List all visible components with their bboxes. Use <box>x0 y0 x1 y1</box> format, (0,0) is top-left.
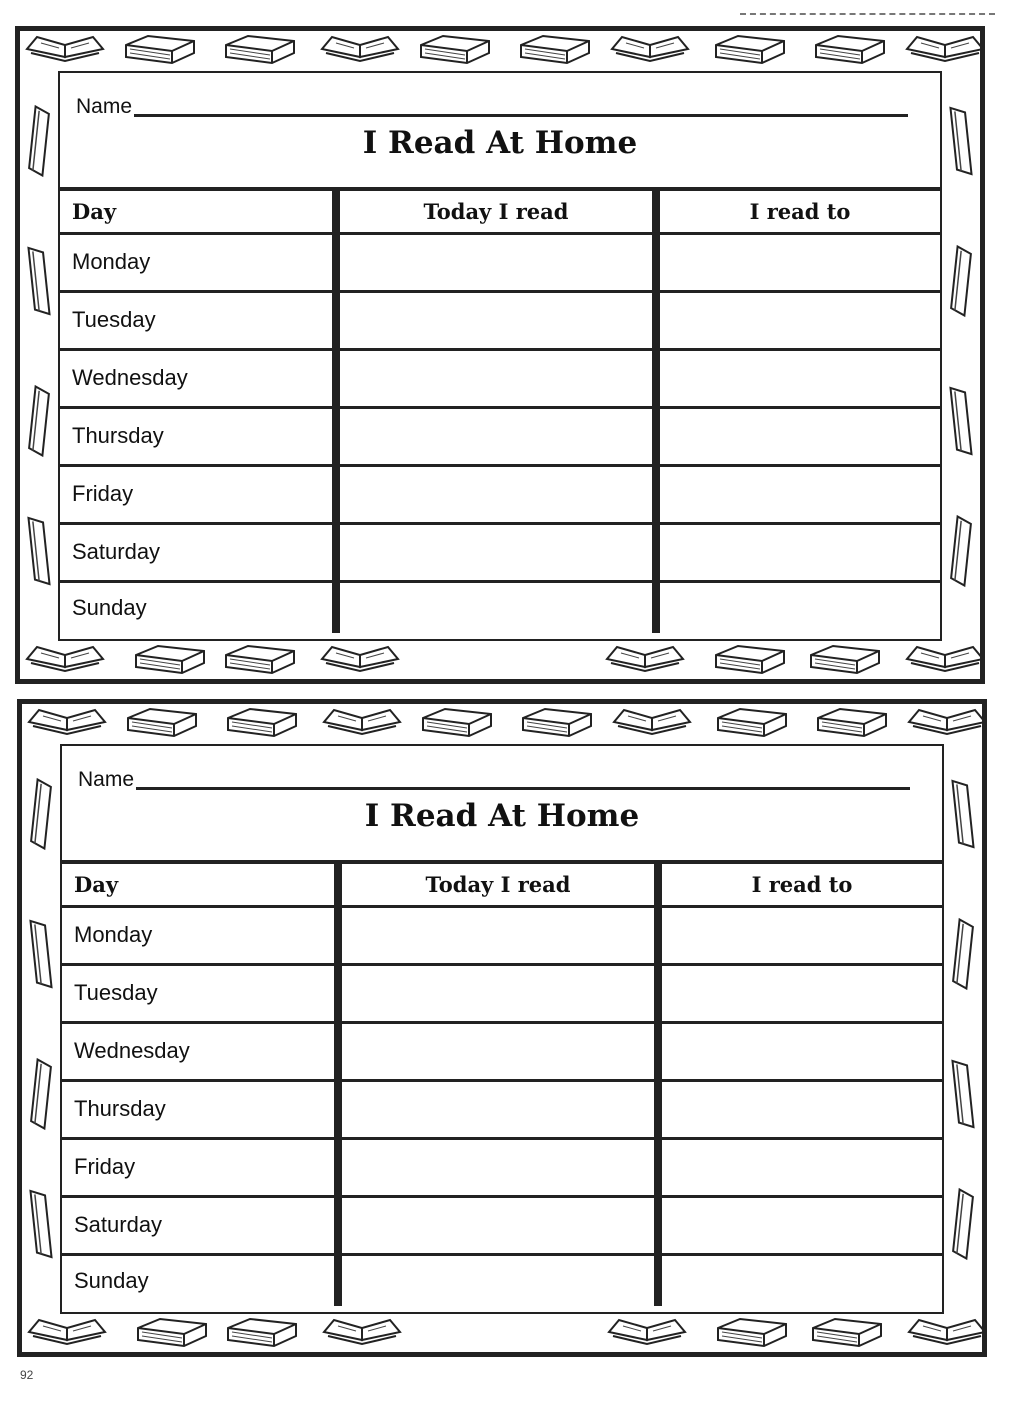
side-book-icon <box>28 516 49 585</box>
today-i-read-cell[interactable] <box>338 1196 658 1254</box>
closed-book-icon <box>126 36 194 63</box>
log-title: I Read At Home <box>362 125 638 161</box>
day-label: Thursday <box>60 407 336 465</box>
today-i-read-cell[interactable] <box>338 1080 658 1138</box>
closed-book-icon <box>523 709 591 736</box>
side-book-icon <box>950 246 971 315</box>
closed-book-icon <box>813 1319 881 1346</box>
today-i-read-cell[interactable] <box>338 1254 658 1306</box>
closed-book-icon <box>226 36 294 63</box>
side-book-icon <box>952 1189 973 1258</box>
log-panel <box>58 71 942 641</box>
header-row <box>60 189 940 233</box>
day-label: Monday <box>60 233 336 291</box>
name-field[interactable] <box>134 113 908 117</box>
open-book-icon <box>612 37 688 61</box>
reading-log-table <box>60 187 940 633</box>
side-book-icon <box>30 1189 51 1258</box>
today-i-read-cell[interactable] <box>336 407 656 465</box>
side-book-icon <box>30 779 51 848</box>
name-row <box>78 766 910 792</box>
side-book-icon <box>950 106 971 175</box>
closed-book-icon <box>716 646 784 673</box>
log-panel <box>60 744 944 1314</box>
today-i-read-cell[interactable] <box>336 233 656 291</box>
today-i-read-cell[interactable] <box>338 906 658 964</box>
i-read-to-cell[interactable] <box>656 523 940 581</box>
closed-book-icon <box>818 709 886 736</box>
table-row <box>60 291 940 349</box>
column-header-today-i-read: Today I read <box>336 189 656 233</box>
i-read-to-cell[interactable] <box>656 407 940 465</box>
i-read-to-cell[interactable] <box>656 233 940 291</box>
i-read-to-cell[interactable] <box>658 1254 942 1306</box>
open-book-icon <box>322 647 398 671</box>
i-read-to-cell[interactable] <box>656 581 940 633</box>
today-i-read-cell[interactable] <box>338 964 658 1022</box>
open-book-icon <box>609 1320 685 1344</box>
closed-book-icon <box>226 646 294 673</box>
closed-book-icon <box>716 36 784 63</box>
open-book-icon <box>324 710 400 734</box>
i-read-to-cell[interactable] <box>658 964 942 1022</box>
day-label: Saturday <box>62 1196 338 1254</box>
today-i-read-cell[interactable] <box>336 523 656 581</box>
open-book-icon <box>29 710 105 734</box>
open-book-icon <box>614 710 690 734</box>
name-field[interactable] <box>136 786 910 790</box>
table-row <box>60 523 940 581</box>
reading-log-card <box>15 26 985 684</box>
name-row <box>76 93 908 119</box>
open-book-icon <box>27 37 103 61</box>
open-book-icon <box>29 1320 105 1344</box>
table-row <box>62 1022 942 1080</box>
column-header-day: Day <box>62 862 338 906</box>
side-book-icon <box>950 386 971 455</box>
closed-book-icon <box>228 1319 296 1346</box>
open-book-icon <box>607 647 683 671</box>
open-book-icon <box>907 647 980 671</box>
side-book-icon <box>28 106 49 175</box>
day-label: Monday <box>62 906 338 964</box>
log-title: I Read At Home <box>364 798 640 834</box>
column-header-day: Day <box>60 189 336 233</box>
table-row <box>62 1080 942 1138</box>
today-i-read-cell[interactable] <box>336 291 656 349</box>
side-book-icon <box>30 919 51 988</box>
i-read-to-cell[interactable] <box>656 465 940 523</box>
table-row <box>62 1254 942 1306</box>
side-book-icon <box>952 779 973 848</box>
i-read-to-cell[interactable] <box>658 906 942 964</box>
table-row <box>62 1138 942 1196</box>
side-book-icon <box>952 1059 973 1128</box>
open-book-icon <box>322 37 398 61</box>
closed-book-icon <box>816 36 884 63</box>
day-label: Wednesday <box>62 1022 338 1080</box>
column-header-today-i-read: Today I read <box>338 862 658 906</box>
day-label: Wednesday <box>60 349 336 407</box>
table-row <box>62 964 942 1022</box>
closed-book-icon <box>423 709 491 736</box>
side-book-icon <box>950 516 971 585</box>
day-label: Tuesday <box>62 964 338 1022</box>
day-label: Saturday <box>60 523 336 581</box>
day-label: Sunday <box>72 594 147 620</box>
today-i-read-cell[interactable] <box>336 349 656 407</box>
table-row <box>60 233 940 291</box>
table-row <box>60 349 940 407</box>
side-book-icon <box>30 1059 51 1128</box>
column-header-i-read-to: I read to <box>658 862 942 906</box>
open-book-icon <box>909 1320 982 1344</box>
open-book-icon <box>27 647 103 671</box>
day-label: Friday <box>60 465 336 523</box>
reading-log-card <box>17 699 987 1357</box>
side-book-icon <box>28 246 49 315</box>
i-read-to-cell[interactable] <box>656 349 940 407</box>
closed-book-icon <box>136 646 204 673</box>
i-read-to-cell[interactable] <box>658 1080 942 1138</box>
table-row <box>60 581 940 633</box>
cut-line <box>740 13 995 15</box>
name-label: Name <box>76 95 133 118</box>
day-label: Friday <box>62 1138 338 1196</box>
side-book-icon <box>952 919 973 988</box>
page-number: 92 <box>20 1368 34 1382</box>
i-read-to-cell[interactable] <box>658 1022 942 1080</box>
table-row <box>62 1196 942 1254</box>
reading-log-table <box>62 860 942 1306</box>
day-label: Thursday <box>62 1080 338 1138</box>
closed-book-icon <box>718 1319 786 1346</box>
table-row <box>60 407 940 465</box>
open-book-icon <box>907 37 980 61</box>
i-read-to-cell[interactable] <box>656 291 940 349</box>
closed-book-icon <box>811 646 879 673</box>
open-book-icon <box>909 710 982 734</box>
today-i-read-cell[interactable] <box>336 581 656 633</box>
closed-book-icon <box>521 36 589 63</box>
header-row <box>62 862 942 906</box>
today-i-read-cell[interactable] <box>338 1138 658 1196</box>
table-row <box>60 465 940 523</box>
closed-book-icon <box>718 709 786 736</box>
day-label: Sunday <box>74 1267 149 1293</box>
name-label: Name <box>78 768 135 791</box>
closed-book-icon <box>228 709 296 736</box>
i-read-to-cell[interactable] <box>658 1138 942 1196</box>
open-book-icon <box>324 1320 400 1344</box>
closed-book-icon <box>138 1319 206 1346</box>
closed-book-icon <box>421 36 489 63</box>
table-row <box>62 906 942 964</box>
today-i-read-cell[interactable] <box>336 465 656 523</box>
day-label: Tuesday <box>60 291 336 349</box>
closed-book-icon <box>128 709 196 736</box>
side-book-icon <box>28 386 49 455</box>
today-i-read-cell[interactable] <box>338 1022 658 1080</box>
column-header-i-read-to: I read to <box>656 189 940 233</box>
i-read-to-cell[interactable] <box>658 1196 942 1254</box>
